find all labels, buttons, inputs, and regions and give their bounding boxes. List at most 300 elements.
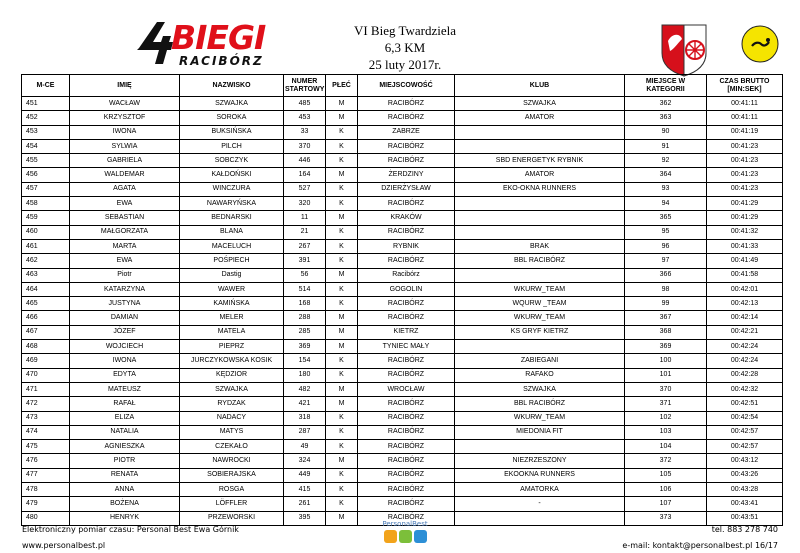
- cell-bib: 180: [284, 368, 326, 382]
- cell-bib: 267: [284, 239, 326, 253]
- cell-city: GOGOLIN: [358, 282, 455, 296]
- cell-first-name: WACŁAW: [70, 97, 180, 111]
- cell-city: ZABRZE: [358, 125, 455, 139]
- cell-city: KIETRZ: [358, 325, 455, 339]
- cell-place: 464: [22, 282, 70, 296]
- cell-gross-time: 00:41:33: [707, 239, 783, 253]
- cell-sex: M: [326, 397, 358, 411]
- cell-bib: 395: [284, 511, 326, 525]
- cell-sex: M: [326, 311, 358, 325]
- city-crest-icon: [660, 23, 708, 77]
- cell-first-name: JÓZEF: [70, 325, 180, 339]
- cell-club: [455, 340, 625, 354]
- cell-bib: 324: [284, 454, 326, 468]
- table-row: [22, 254, 783, 268]
- cell-last-name: Dastig: [180, 268, 284, 282]
- cell-first-name: Piotr: [70, 268, 180, 282]
- cell-sex: M: [326, 97, 358, 111]
- cell-gross-time: 00:41:49: [707, 254, 783, 268]
- cell-first-name: IWONA: [70, 125, 180, 139]
- cell-club: AMATOR: [455, 111, 625, 125]
- cell-category-place: 103: [625, 425, 707, 439]
- cell-club: -: [455, 497, 625, 511]
- cell-place: 461: [22, 239, 70, 253]
- cell-bib: 446: [284, 154, 326, 168]
- cell-club: SBD ENERGETYK RYBNIK: [455, 154, 625, 168]
- cell-place: 459: [22, 211, 70, 225]
- cell-last-name: JURCZYKOWSKA KOSIK: [180, 354, 284, 368]
- results-table: [21, 74, 783, 526]
- cell-place: 476: [22, 454, 70, 468]
- table-row: [22, 282, 783, 296]
- cell-gross-time: 00:41:11: [707, 97, 783, 111]
- race-distance: 6,3 KM: [384, 40, 426, 55]
- cell-sex: M: [326, 454, 358, 468]
- cell-bib: 527: [284, 182, 326, 196]
- cell-category-place: 92: [625, 154, 707, 168]
- cell-bib: 485: [284, 97, 326, 111]
- cell-city: RACIBÓRZ: [358, 297, 455, 311]
- cell-last-name: SOROKA: [180, 111, 284, 125]
- cell-last-name: SZWAJKA: [180, 382, 284, 396]
- cell-last-name: ROSGA: [180, 483, 284, 497]
- cell-city: KRAKÓW: [358, 211, 455, 225]
- cell-category-place: 98: [625, 282, 707, 296]
- cell-category-place: 363: [625, 111, 707, 125]
- results-body: [22, 97, 783, 526]
- table-row: [22, 397, 783, 411]
- cell-city: Racibórz: [358, 268, 455, 282]
- cell-city: RACIBÓRZ: [358, 483, 455, 497]
- cell-first-name: SYLWIA: [70, 139, 180, 153]
- cell-sex: K: [326, 197, 358, 211]
- cell-club: BBL RACIBÓRZ: [455, 254, 625, 268]
- cell-city: RACIBÓRZ: [358, 468, 455, 482]
- table-row: [22, 225, 783, 239]
- cell-sex: K: [326, 239, 358, 253]
- cell-bib: 56: [284, 268, 326, 282]
- cell-sex: K: [326, 425, 358, 439]
- cell-place: 460: [22, 225, 70, 239]
- table-row: [22, 139, 783, 153]
- table-row: [22, 411, 783, 425]
- cell-bib: 154: [284, 354, 326, 368]
- table-header-row: [22, 75, 783, 97]
- cell-gross-time: 00:41:58: [707, 268, 783, 282]
- personal-best-logo-text: PersonalBest: [382, 520, 428, 528]
- cell-city: ŻERDZINY: [358, 168, 455, 182]
- cell-bib: 453: [284, 111, 326, 125]
- cell-first-name: EWA: [70, 254, 180, 268]
- cell-city: RACIBÓRZ: [358, 139, 455, 153]
- cell-gross-time: 00:43:41: [707, 497, 783, 511]
- cell-gross-time: 00:41:23: [707, 154, 783, 168]
- cell-gross-time: 00:41:19: [707, 125, 783, 139]
- table-row: [22, 97, 783, 111]
- cell-city: RACIBÓRZ: [358, 411, 455, 425]
- cell-city: RACIBÓRZ: [358, 368, 455, 382]
- cell-city: RACIBÓRZ: [358, 111, 455, 125]
- cell-last-name: MACELUCH: [180, 239, 284, 253]
- page-header: [0, 0, 800, 80]
- cell-first-name: DAMIAN: [70, 311, 180, 325]
- cell-gross-time: 00:42:01: [707, 282, 783, 296]
- col-header-first-name: IMIĘ: [70, 75, 180, 97]
- cell-last-name: MATELA: [180, 325, 284, 339]
- cell-club: WKURW_TEAM: [455, 282, 625, 296]
- table-row: [22, 268, 783, 282]
- table-row: [22, 468, 783, 482]
- cell-last-name: POŚPIECH: [180, 254, 284, 268]
- cell-club: SZWAJKA: [455, 382, 625, 396]
- cell-place: 470: [22, 368, 70, 382]
- cell-gross-time: 00:43:12: [707, 454, 783, 468]
- cell-last-name: BUKSIŃSKA: [180, 125, 284, 139]
- table-row: [22, 368, 783, 382]
- cell-sex: M: [326, 325, 358, 339]
- cell-first-name: MAŁGORZATA: [70, 225, 180, 239]
- cell-last-name: NAWROCKI: [180, 454, 284, 468]
- table-row: [22, 297, 783, 311]
- cell-sex: K: [326, 282, 358, 296]
- cell-first-name: IWONA: [70, 354, 180, 368]
- cell-club: AMATORKA: [455, 483, 625, 497]
- cell-category-place: 366: [625, 268, 707, 282]
- col-header-place: M-CE: [22, 75, 70, 97]
- cell-category-place: 105: [625, 468, 707, 482]
- cell-sex: K: [326, 440, 358, 454]
- cell-last-name: SOBIERAJSKA: [180, 468, 284, 482]
- cell-bib: 49: [284, 440, 326, 454]
- table-row: [22, 239, 783, 253]
- cell-category-place: 97: [625, 254, 707, 268]
- cell-last-name: PRZEWORSKI: [180, 511, 284, 525]
- cell-sex: M: [326, 211, 358, 225]
- cell-city: RACIBÓRZ: [358, 154, 455, 168]
- col-header-gross-time: CZAS BRUTTO [MIN:SEK]: [707, 75, 783, 97]
- cell-gross-time: 00:42:24: [707, 340, 783, 354]
- cell-gross-time: 00:42:57: [707, 425, 783, 439]
- cell-sex: M: [326, 340, 358, 354]
- table-row: [22, 382, 783, 396]
- cell-sex: M: [326, 111, 358, 125]
- cell-last-name: KAŁDOŃSKI: [180, 168, 284, 182]
- cell-city: RACIBÓRZ: [358, 254, 455, 268]
- cell-city: RACIBÓRZ: [358, 354, 455, 368]
- col-header-sex: PŁEĆ: [326, 75, 358, 97]
- cell-first-name: MATEUSZ: [70, 382, 180, 396]
- cell-first-name: SEBASTIAN: [70, 211, 180, 225]
- cell-club: SZWAJKA: [455, 97, 625, 111]
- cell-first-name: EWA: [70, 197, 180, 211]
- cell-category-place: 362: [625, 97, 707, 111]
- bike-icon: [399, 530, 412, 543]
- cell-category-place: 100: [625, 354, 707, 368]
- col-header-city: MIEJSCOWOŚĆ: [358, 75, 455, 97]
- table-row: [22, 168, 783, 182]
- table-row: [22, 354, 783, 368]
- run-icon: [414, 530, 427, 543]
- cell-club: WQURW _TEAM: [455, 297, 625, 311]
- table-row: [22, 497, 783, 511]
- cell-gross-time: 00:41:11: [707, 111, 783, 125]
- cell-sex: K: [326, 254, 358, 268]
- cell-last-name: WAWER: [180, 282, 284, 296]
- cell-last-name: PIEPRZ: [180, 340, 284, 354]
- col-header-last-name: NAZWISKO: [180, 75, 284, 97]
- race-title-block: [300, 22, 510, 73]
- cell-bib: 21: [284, 225, 326, 239]
- table-row: [22, 440, 783, 454]
- cell-sex: K: [326, 182, 358, 196]
- cell-category-place: 373: [625, 511, 707, 525]
- cell-place: 466: [22, 311, 70, 325]
- cell-first-name: HENRYK: [70, 511, 180, 525]
- table-row: [22, 211, 783, 225]
- cell-category-place: 95: [625, 225, 707, 239]
- cell-gross-time: 00:42:21: [707, 325, 783, 339]
- footer-left: [22, 522, 239, 553]
- cell-club: MIEDONIA FIT: [455, 425, 625, 439]
- cell-club: EKOOKNA RUNNERS: [455, 468, 625, 482]
- cell-category-place: 368: [625, 325, 707, 339]
- cell-place: 467: [22, 325, 70, 339]
- cell-first-name: PIOTR: [70, 454, 180, 468]
- cell-club: WKURW_TEAM: [455, 411, 625, 425]
- cell-club: WKURW_TEAM: [455, 311, 625, 325]
- cell-bib: 391: [284, 254, 326, 268]
- cell-sex: K: [326, 297, 358, 311]
- cell-place: 480: [22, 511, 70, 525]
- cell-sex: K: [326, 411, 358, 425]
- col-header-bib: NUMER STARTOWY: [284, 75, 326, 97]
- cell-gross-time: 00:43:51: [707, 511, 783, 525]
- cell-category-place: 371: [625, 397, 707, 411]
- cell-last-name: SZWAJKA: [180, 97, 284, 111]
- cell-last-name: SOBCZYK: [180, 154, 284, 168]
- logo-raciborz-text: RACIBÓRZ: [179, 54, 264, 68]
- cell-last-name: BEDNARSKI: [180, 211, 284, 225]
- cell-sex: K: [326, 139, 358, 153]
- cell-sex: M: [326, 511, 358, 525]
- cell-sex: K: [326, 483, 358, 497]
- cell-place: 472: [22, 397, 70, 411]
- cell-bib: 415: [284, 483, 326, 497]
- cell-place: 474: [22, 425, 70, 439]
- cell-first-name: AGNIESZKA: [70, 440, 180, 454]
- cell-last-name: PILCH: [180, 139, 284, 153]
- footer-right: [622, 522, 778, 553]
- cell-bib: 164: [284, 168, 326, 182]
- cell-place: 471: [22, 382, 70, 396]
- cell-category-place: 372: [625, 454, 707, 468]
- cell-place: 458: [22, 197, 70, 211]
- cell-category-place: 367: [625, 311, 707, 325]
- cell-first-name: RAFAŁ: [70, 397, 180, 411]
- cell-bib: 318: [284, 411, 326, 425]
- cell-city: WROCŁAW: [358, 382, 455, 396]
- cell-sex: K: [326, 154, 358, 168]
- cell-bib: 288: [284, 311, 326, 325]
- cell-city: RACIBÓRZ: [358, 454, 455, 468]
- website-link[interactable]: www.personalbest.pl: [22, 541, 106, 550]
- cell-city: RACIBÓRZ: [358, 197, 455, 211]
- cell-category-place: 364: [625, 168, 707, 182]
- cell-first-name: ANNA: [70, 483, 180, 497]
- cell-first-name: WOJCIECH: [70, 340, 180, 354]
- cell-category-place: 99: [625, 297, 707, 311]
- cell-club: [455, 225, 625, 239]
- cell-sex: K: [326, 354, 358, 368]
- race-date: 25 luty 2017r.: [368, 57, 442, 72]
- cell-last-name: MATYS: [180, 425, 284, 439]
- cell-gross-time: 00:42:32: [707, 382, 783, 396]
- cell-first-name: NATALIA: [70, 425, 180, 439]
- cell-gross-time: 00:41:32: [707, 225, 783, 239]
- cell-gross-time: 00:43:28: [707, 483, 783, 497]
- cell-club: NIEZRZESZONY: [455, 454, 625, 468]
- cell-first-name: RENATA: [70, 468, 180, 482]
- cell-club: [455, 511, 625, 525]
- cell-club: [455, 197, 625, 211]
- cell-city: RACIBÓRZ: [358, 397, 455, 411]
- cell-first-name: WALDEMAR: [70, 168, 180, 182]
- cell-gross-time: 00:41:23: [707, 168, 783, 182]
- cell-place: 473: [22, 411, 70, 425]
- cell-gross-time: 00:42:24: [707, 354, 783, 368]
- cell-place: 453: [22, 125, 70, 139]
- cell-category-place: 106: [625, 483, 707, 497]
- cell-place: 454: [22, 139, 70, 153]
- cell-last-name: NADACY: [180, 411, 284, 425]
- cell-club: [455, 440, 625, 454]
- cell-club: ZABIEGANI: [455, 354, 625, 368]
- cell-first-name: MARTA: [70, 239, 180, 253]
- cell-category-place: 91: [625, 139, 707, 153]
- cell-gross-time: 00:41:23: [707, 139, 783, 153]
- cell-club: [455, 268, 625, 282]
- cell-place: 456: [22, 168, 70, 182]
- cell-place: 478: [22, 483, 70, 497]
- cell-club: [455, 139, 625, 153]
- cell-sex: K: [326, 368, 358, 382]
- cell-gross-time: 00:43:26: [707, 468, 783, 482]
- table-row: [22, 325, 783, 339]
- cell-category-place: 90: [625, 125, 707, 139]
- table-row: [22, 311, 783, 325]
- cell-bib: 370: [284, 139, 326, 153]
- cell-city: RACIBÓRZ: [358, 225, 455, 239]
- cell-last-name: MELER: [180, 311, 284, 325]
- cell-last-name: KAMIŃSKA: [180, 297, 284, 311]
- cell-gross-time: 00:42:51: [707, 397, 783, 411]
- table-row: [22, 182, 783, 196]
- cell-city: RYBNIK: [358, 239, 455, 253]
- cell-bib: 482: [284, 382, 326, 396]
- cell-category-place: 102: [625, 411, 707, 425]
- cell-last-name: BLANA: [180, 225, 284, 239]
- cell-place: 463: [22, 268, 70, 282]
- cell-gross-time: 00:42:13: [707, 297, 783, 311]
- cell-category-place: 369: [625, 340, 707, 354]
- cell-place: 465: [22, 297, 70, 311]
- cell-club: [455, 211, 625, 225]
- col-header-club: KLUB: [455, 75, 625, 97]
- sil-logo-icon: [741, 25, 779, 63]
- cell-place: 452: [22, 111, 70, 125]
- cell-city: RACIBÓRZ: [358, 511, 455, 525]
- cell-sex: K: [326, 125, 358, 139]
- cell-club: [455, 125, 625, 139]
- cell-club: AMATOR: [455, 168, 625, 182]
- cell-bib: 168: [284, 297, 326, 311]
- cell-city: TYNIEC MAŁY: [358, 340, 455, 354]
- cell-gross-time: 00:42:57: [707, 440, 783, 454]
- cell-bib: 369: [284, 340, 326, 354]
- cell-sex: K: [326, 225, 358, 239]
- cell-last-name: NAWARYŃSKA: [180, 197, 284, 211]
- cell-category-place: 107: [625, 497, 707, 511]
- cell-first-name: JUSTYNA: [70, 297, 180, 311]
- cell-place: 457: [22, 182, 70, 196]
- cell-first-name: AGATA: [70, 182, 180, 196]
- cell-place: 479: [22, 497, 70, 511]
- cell-sex: K: [326, 468, 358, 482]
- cell-first-name: GABRIELA: [70, 154, 180, 168]
- cell-place: 455: [22, 154, 70, 168]
- phone-number: tel. 883 278 740: [711, 525, 778, 534]
- cell-gross-time: 00:42:14: [707, 311, 783, 325]
- cell-first-name: BOŻENA: [70, 497, 180, 511]
- race-name: VI Bieg Twardziela: [353, 23, 457, 38]
- cell-sex: M: [326, 382, 358, 396]
- table-row: [22, 111, 783, 125]
- cell-last-name: WINCZURA: [180, 182, 284, 196]
- cell-club: RAFAKO: [455, 368, 625, 382]
- cell-place: 451: [22, 97, 70, 111]
- cell-category-place: 96: [625, 239, 707, 253]
- swim-icon: [384, 530, 397, 543]
- cell-category-place: 370: [625, 382, 707, 396]
- cell-place: 475: [22, 440, 70, 454]
- table-row: [22, 483, 783, 497]
- cell-bib: 287: [284, 425, 326, 439]
- cell-first-name: KATARZYNA: [70, 282, 180, 296]
- cell-category-place: 104: [625, 440, 707, 454]
- email-and-page: e-mail: kontakt@personalbest.pl 16/17: [622, 541, 778, 550]
- cell-sex: K: [326, 497, 358, 511]
- personal-best-logo: [375, 520, 435, 550]
- cell-club: BRAK: [455, 239, 625, 253]
- cell-bib: 285: [284, 325, 326, 339]
- cell-club: BBL RACIBÓRZ: [455, 397, 625, 411]
- table-row: [22, 125, 783, 139]
- cell-place: 477: [22, 468, 70, 482]
- cell-bib: 33: [284, 125, 326, 139]
- cell-first-name: EDYTA: [70, 368, 180, 382]
- cell-category-place: 94: [625, 197, 707, 211]
- cell-last-name: CZEKAŁO: [180, 440, 284, 454]
- cell-place: 469: [22, 354, 70, 368]
- cell-bib: 261: [284, 497, 326, 511]
- cell-bib: 514: [284, 282, 326, 296]
- timing-credit: Elektroniczny pomiar czasu: Personal Best Ewa Górnik: [22, 525, 239, 534]
- cell-gross-time: 00:42:54: [707, 411, 783, 425]
- cell-gross-time: 00:41:23: [707, 182, 783, 196]
- cell-first-name: KRZYSZTOF: [70, 111, 180, 125]
- cell-club: KS GRYF KIETRZ: [455, 325, 625, 339]
- cell-city: RACIBÓRZ: [358, 311, 455, 325]
